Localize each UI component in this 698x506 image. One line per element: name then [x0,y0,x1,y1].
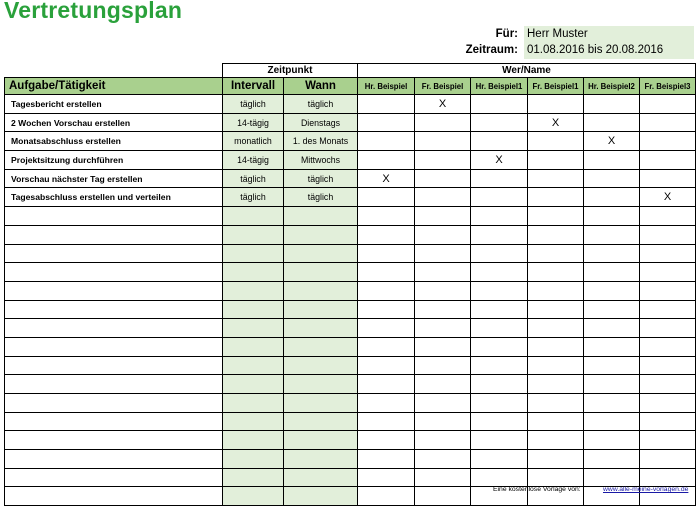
assignment-cell[interactable] [528,356,584,375]
intervall-cell[interactable] [223,450,284,469]
assignment-cell[interactable] [358,450,415,469]
zeitraum-label: Zeitraum: [465,44,518,56]
assignment-cell[interactable] [471,281,528,300]
assignment-cell[interactable] [640,244,696,263]
assignment-cell[interactable] [471,225,528,244]
assignment-cell[interactable] [358,412,415,431]
wann-cell[interactable] [284,207,358,226]
assignment-cell[interactable] [358,468,415,487]
wann-cell[interactable] [284,225,358,244]
table-row [5,225,696,244]
task-cell[interactable] [5,431,223,450]
wann-cell[interactable] [284,356,358,375]
assignment-cell[interactable] [358,207,415,226]
assignment-cell[interactable] [584,375,640,394]
assignment-cell[interactable] [584,225,640,244]
assignment-cell[interactable] [528,263,584,282]
assignment-cell[interactable] [528,394,584,413]
assignment-cell[interactable] [415,450,471,469]
wann-cell[interactable]: 1. des Monats [284,132,358,151]
assignment-cell[interactable] [471,319,528,338]
assignment-cell[interactable] [471,375,528,394]
footer-link[interactable]: www.alle-meine-vorlagen.de [603,486,689,493]
assignment-cell[interactable] [358,431,415,450]
assignment-cell[interactable] [584,300,640,319]
assignment-cell[interactable] [415,188,471,207]
wann-cell[interactable]: Mittwochs [284,151,358,170]
assignment-cell[interactable] [415,431,471,450]
assignment-cell[interactable] [415,151,471,170]
assignment-cell[interactable] [584,394,640,413]
assignment-cell[interactable] [358,319,415,338]
assignment-cell[interactable]: X [528,113,584,132]
header-name-4: Fr. Beispiel1 [528,78,584,95]
assignment-cell[interactable] [358,281,415,300]
wann-cell[interactable] [284,375,358,394]
assignment-cell[interactable] [415,487,471,506]
task-cell[interactable] [5,375,223,394]
assignment-cell[interactable] [358,113,415,132]
intervall-cell[interactable]: monatlich [223,132,284,151]
assignment-cell[interactable] [584,113,640,132]
assignment-cell[interactable] [528,375,584,394]
table-row [5,132,696,151]
assignment-cell[interactable] [584,450,640,469]
table-row [5,319,696,338]
task-cell[interactable] [5,207,223,226]
task-cell[interactable] [5,337,223,356]
wann-cell[interactable] [284,412,358,431]
assignment-cell[interactable] [640,337,696,356]
assignment-cell[interactable] [528,188,584,207]
intervall-cell[interactable] [223,300,284,319]
task-cell[interactable] [5,450,223,469]
assignment-cell[interactable] [528,450,584,469]
assignment-cell[interactable] [471,169,528,188]
assignment-cell[interactable] [471,207,528,226]
table-row [5,394,696,413]
assignment-cell[interactable] [358,300,415,319]
assignment-cell[interactable] [528,431,584,450]
assignment-cell[interactable] [584,263,640,282]
wann-cell[interactable] [284,281,358,300]
intervall-cell[interactable] [223,337,284,356]
table-row [5,281,696,300]
assignment-cell[interactable] [471,244,528,263]
assignment-cell[interactable] [528,132,584,151]
task-cell[interactable] [5,263,223,282]
assignment-cell[interactable] [415,225,471,244]
assignment-cell[interactable] [415,375,471,394]
assignment-cell[interactable]: X [584,132,640,151]
assignment-cell[interactable] [584,169,640,188]
intervall-cell[interactable]: täglich [223,169,284,188]
intervall-cell[interactable] [223,487,284,506]
task-cell[interactable] [5,319,223,338]
intervall-cell[interactable]: täglich [223,188,284,207]
intervall-cell[interactable] [223,225,284,244]
assignment-cell[interactable] [415,412,471,431]
task-cell[interactable] [5,281,223,300]
assignment-cell[interactable] [415,319,471,338]
task-cell[interactable] [5,225,223,244]
wann-cell[interactable] [284,263,358,282]
task-cell[interactable] [5,468,223,487]
assignment-cell[interactable] [415,169,471,188]
assignment-cell[interactable] [358,188,415,207]
intervall-cell[interactable] [223,263,284,282]
schedule-table [4,63,696,506]
table-row [5,151,696,170]
assignment-cell[interactable] [584,188,640,207]
group-wer-name: Wer/Name [358,64,696,78]
intervall-cell[interactable] [223,394,284,413]
assignment-cell[interactable] [358,356,415,375]
intervall-cell[interactable] [223,319,284,338]
task-cell[interactable] [5,300,223,319]
wann-cell[interactable] [284,244,358,263]
table-row [5,375,696,394]
assignment-cell[interactable] [415,132,471,151]
table-row [5,113,696,132]
assignment-cell[interactable] [415,337,471,356]
task-cell[interactable] [5,487,223,506]
intervall-cell[interactable] [223,431,284,450]
assignment-cell[interactable] [358,263,415,282]
header-name-2: Fr. Beispiel [415,78,471,95]
assignment-cell[interactable] [528,225,584,244]
header-name-3: Hr. Beispiel1 [471,78,528,95]
assignment-cell[interactable] [528,151,584,170]
assignment-cell[interactable] [471,394,528,413]
assignment-cell[interactable] [415,468,471,487]
assignment-cell[interactable] [471,132,528,151]
assignment-cell[interactable] [471,263,528,282]
assignment-cell[interactable] [415,394,471,413]
assignment-cell[interactable] [640,132,696,151]
intervall-cell[interactable] [223,207,284,226]
assignment-cell[interactable] [528,207,584,226]
assignment-cell[interactable] [528,319,584,338]
zeitraum-value[interactable]: 01.08.2016 bis 20.08.2016 [524,42,694,59]
assignment-cell[interactable] [640,412,696,431]
assignment-cell[interactable] [584,244,640,263]
assignment-cell[interactable] [415,300,471,319]
task-cell[interactable]: Projektsitzung durchführen [5,151,223,170]
assignment-cell[interactable] [640,113,696,132]
intervall-cell[interactable]: 14-tägig [223,113,284,132]
assignment-cell[interactable] [528,468,584,487]
assignment-cell[interactable] [640,207,696,226]
assignment-cell[interactable] [584,319,640,338]
assignment-cell[interactable] [584,207,640,226]
assignment-cell[interactable] [528,300,584,319]
header-wann: Wann [284,78,358,95]
wann-cell[interactable]: täglich [284,95,358,114]
assignment-cell[interactable] [415,281,471,300]
assignment-cell[interactable]: X [640,188,696,207]
assignment-cell[interactable] [471,468,528,487]
wann-cell[interactable] [284,487,358,506]
task-cell[interactable]: Vorschau nächster Tag erstellen [5,169,223,188]
assignment-cell[interactable] [528,95,584,114]
fuer-value[interactable]: Herr Muster [524,26,694,43]
wann-cell[interactable]: Dienstags [284,113,358,132]
assignment-cell[interactable] [415,356,471,375]
assignment-cell[interactable] [584,431,640,450]
footer-note: Eine kostenlose Vorlage von: [493,486,581,493]
table-row [5,450,696,469]
table-row [5,356,696,375]
header-intervall: Intervall [223,78,284,95]
assignment-cell[interactable]: X [415,95,471,114]
wann-cell[interactable] [284,450,358,469]
table-row [5,188,696,207]
assignment-cell[interactable] [415,263,471,282]
assignment-cell[interactable]: X [358,169,415,188]
assignment-cell[interactable] [358,394,415,413]
assignment-cell[interactable] [528,412,584,431]
wann-cell[interactable] [284,337,358,356]
assignment-cell[interactable] [640,263,696,282]
task-cell[interactable] [5,244,223,263]
wann-cell[interactable]: täglich [284,169,358,188]
table-row [5,263,696,282]
intervall-cell[interactable] [223,412,284,431]
assignment-cell[interactable] [640,95,696,114]
wann-cell[interactable]: täglich [284,188,358,207]
assignment-cell[interactable] [415,207,471,226]
assignment-cell[interactable] [358,95,415,114]
assignment-cell[interactable] [584,356,640,375]
assignment-cell[interactable] [640,394,696,413]
assignment-cell[interactable] [471,188,528,207]
assignment-cell[interactable] [640,319,696,338]
intervall-cell[interactable] [223,375,284,394]
header-task: Aufgabe/Tätigkeit [5,78,223,95]
assignment-cell[interactable] [584,281,640,300]
task-cell[interactable]: Tagesabschluss erstellen und verteilen [5,188,223,207]
assignment-cell[interactable]: X [471,151,528,170]
fuer-label: Für: [495,28,518,40]
intervall-cell[interactable] [223,356,284,375]
assignment-cell[interactable] [584,151,640,170]
assignment-cell[interactable] [415,113,471,132]
table-row [5,431,696,450]
intervall-cell[interactable] [223,281,284,300]
task-cell[interactable]: Tagesbericht erstellen [5,95,223,114]
wann-cell[interactable] [284,394,358,413]
assignment-cell[interactable] [358,375,415,394]
assignment-cell[interactable] [640,169,696,188]
table-row [5,95,696,114]
assignment-cell[interactable] [358,225,415,244]
assignment-cell[interactable] [471,356,528,375]
assignment-cell[interactable] [528,169,584,188]
header-name-6: Fr. Beispiel3 [640,78,696,95]
table-row [5,169,696,188]
table-row [5,337,696,356]
assignment-cell[interactable] [640,356,696,375]
table-row [5,412,696,431]
header-name-5: Hr. Beispiel2 [584,78,640,95]
wann-cell[interactable] [284,468,358,487]
assignment-cell[interactable] [640,281,696,300]
task-cell[interactable] [5,394,223,413]
task-cell[interactable]: 2 Wochen Vorschau erstellen [5,113,223,132]
assignment-cell[interactable] [471,431,528,450]
assignment-cell[interactable] [640,151,696,170]
table-row [5,300,696,319]
task-cell[interactable] [5,356,223,375]
table-row [5,487,696,506]
assignment-cell[interactable] [471,450,528,469]
intervall-cell[interactable] [223,244,284,263]
assignment-cell[interactable] [358,132,415,151]
intervall-cell[interactable]: 14-tägig [223,151,284,170]
task-cell[interactable]: Monatsabschluss erstellen [5,132,223,151]
assignment-cell[interactable] [471,95,528,114]
intervall-cell[interactable]: täglich [223,95,284,114]
assignment-cell[interactable] [584,412,640,431]
assignment-cell[interactable] [471,300,528,319]
assignment-cell[interactable] [471,412,528,431]
assignment-cell[interactable] [471,337,528,356]
assignment-cell[interactable] [358,244,415,263]
assignment-cell[interactable] [358,151,415,170]
table-row [5,207,696,226]
table-row [5,468,696,487]
assignment-cell[interactable] [358,337,415,356]
assignment-cell[interactable] [528,281,584,300]
assignment-cell[interactable] [640,431,696,450]
group-zeitpunkt: Zeitpunkt [223,64,358,78]
assignment-cell[interactable] [640,300,696,319]
assignment-cell[interactable] [640,225,696,244]
assignment-cell[interactable] [640,450,696,469]
table-row [5,244,696,263]
assignment-cell[interactable] [528,337,584,356]
wann-cell[interactable] [284,300,358,319]
intervall-cell[interactable] [223,468,284,487]
assignment-cell[interactable] [584,95,640,114]
task-cell[interactable] [5,412,223,431]
assignment-cell[interactable] [584,337,640,356]
assignment-cell[interactable] [358,487,415,506]
empty-corner [5,64,223,78]
assignment-cell[interactable] [415,244,471,263]
header-name-1: Hr. Beispiel [358,78,415,95]
assignment-cell[interactable] [640,375,696,394]
wann-cell[interactable] [284,431,358,450]
assignment-cell[interactable] [528,244,584,263]
wann-cell[interactable] [284,319,358,338]
assignment-cell[interactable] [471,113,528,132]
assignment-cell[interactable] [584,468,640,487]
assignment-cell[interactable] [640,468,696,487]
page-title: Vertretungsplan [4,0,183,23]
